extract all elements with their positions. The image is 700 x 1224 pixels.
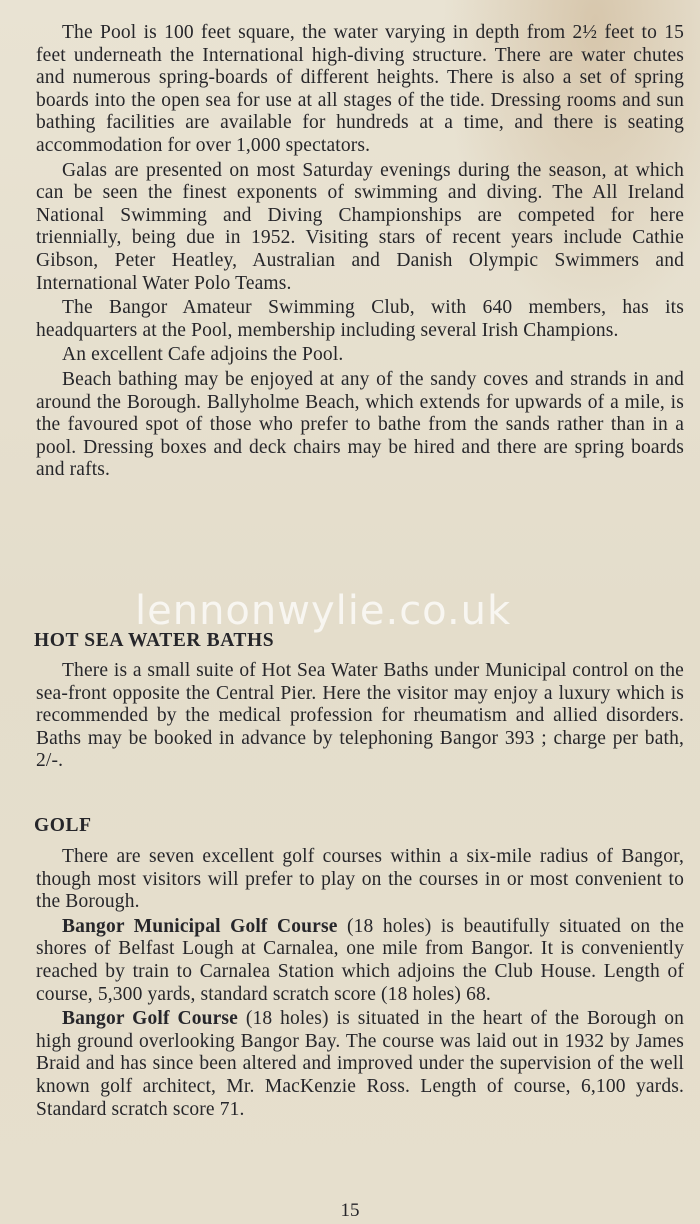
municipal-golf-paragraph xyxy=(36,916,684,1006)
golf-intro-paragraph: There are seven excellent golf courses within a six-mile radius of Bangor, though most visitors will prefer to play on the courses in or most convenient to the Borough. xyxy=(36,846,684,913)
page-number: 15 xyxy=(340,1200,360,1221)
pool-paragraph-5: Beach bathing may be enjoyed at any of the sandy coves and strands in and around the Borough. Ballyholme Beach, which extends for upwards of a mile, is the favoured spot of those who prefer to bathe from the sands rather than in a pool. Dressing boxes and deck chairs may be hired and there are spring boards and rafts. xyxy=(36,368,684,481)
pool-paragraph-4: An excellent Cafe adjoins the Pool. xyxy=(62,344,344,366)
municipal-golf-name: Bangor Municipal Golf Course xyxy=(62,915,338,937)
bangor-golf-paragraph xyxy=(36,1008,684,1121)
golf-section xyxy=(36,846,684,1121)
municipal-golf-description: (18 holes) is beautifully situated on the shores of Belfast Lough at Carnalea, one mile from Bangor. It is conveniently reached by train to Carnalea Station which adjoins the Club House. Length of course, 5,300 yards, standard scratch score (18 holes) 68. xyxy=(36,915,685,1005)
watermark-text: lennonwylie.co.uk xyxy=(135,588,512,634)
hot-baths-heading: HOT SEA WATER BATHS xyxy=(34,630,275,651)
hot-baths-paragraph: There is a small suite of Hot Sea Water Baths under Municipal control on the sea-front opposite the Central Pier. Here the visitor may enjoy a luxury which is recommended by the medical profession for rheumatism and allied disorders. Baths may be booked in advance by telephoning Bangor 393 ; charge per bath, 2/-. xyxy=(36,660,684,772)
pool-paragraph-2: Galas are presented on most Saturday evenings during the season, at which can be seen the finest exponents of swimming and diving. The All Ireland National Swimming and Diving Championships are competed for here triennially, being due in 1952. Visiting stars of recent years include Cathie Gibson, Peter Heatley, Australian and Danish Olympic Swimmers and International Water Polo Teams. xyxy=(36,159,684,294)
bangor-golf-name: Bangor Golf Course xyxy=(62,1008,238,1030)
hot-baths-section xyxy=(36,660,684,773)
pool-section xyxy=(36,22,684,482)
golf-heading: GOLF xyxy=(34,815,92,836)
pool-paragraph-1: The Pool is 100 feet square, the water varying in depth from 2½ feet to 15 feet underneath the International high-diving structure. There are water chutes and numerous spring-boards of different heights. There is also a set of spring boards into the open sea for use at all stages of the tide. Dressing rooms and sun bathing facilities are available for hundreds at a time, and there is seating accommodation for over 1,000 spectators. xyxy=(36,22,684,156)
pool-paragraph-3: The Bangor Amateur Swimming Club, with 640 members, has its headquarters at the Pool, membership including several Irish Champions. xyxy=(36,297,684,341)
bangor-golf-description: (18 holes) is situated in the heart of the Borough on high ground overlooking Bangor Bay. The course was laid out in 1932 by James Braid and has since been altered and improved under the supervision of the well known golf architect, Mr. MacKenzie Ross. Length of course, 6,100 yards. Standard scratch score 71. xyxy=(36,1008,685,1120)
